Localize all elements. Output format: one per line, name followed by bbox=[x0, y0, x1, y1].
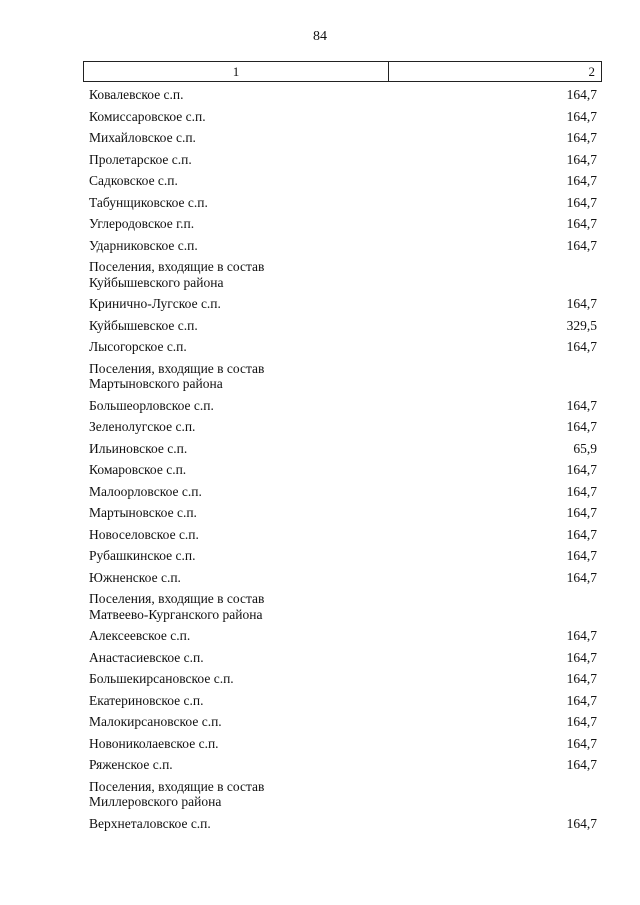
settlement-name: Южненское с.п. bbox=[89, 569, 181, 585]
table-row bbox=[89, 546, 597, 568]
settlement-value: 164,7 bbox=[566, 130, 597, 145]
settlement-value: 164,7 bbox=[566, 714, 597, 729]
settlement-name: Табунщиковское с.п. bbox=[89, 194, 208, 210]
table-row bbox=[89, 691, 597, 713]
table-row bbox=[89, 214, 597, 236]
group-heading: Поселения, входящие в состав Миллеровского района bbox=[89, 778, 265, 809]
table-row bbox=[89, 107, 597, 129]
table-header bbox=[83, 61, 602, 82]
table-row bbox=[89, 439, 597, 461]
group-heading: Поселения, входящие в состав Матвеево-Курганского района bbox=[89, 591, 265, 622]
settlement-name: Мартыновское с.п. bbox=[89, 505, 197, 520]
table-row bbox=[89, 482, 597, 504]
settlement-name: Куйбышевское с.п. bbox=[89, 317, 198, 333]
table-row bbox=[89, 503, 597, 525]
settlement-name: Комиссаровское с.п. bbox=[89, 108, 206, 124]
settlement-value: 164,7 bbox=[566, 628, 597, 643]
settlement-name: Верхнеталовское с.п. bbox=[89, 815, 211, 831]
table-row bbox=[89, 316, 597, 338]
settlement-value: 65,9 bbox=[573, 440, 597, 456]
table-row bbox=[89, 734, 597, 756]
settlement-value: 164,7 bbox=[566, 339, 597, 354]
group-heading-row bbox=[89, 257, 597, 294]
settlement-value: 164,7 bbox=[566, 671, 597, 686]
settlement-value: 329,5 bbox=[566, 317, 597, 333]
table-row bbox=[89, 626, 597, 648]
settlement-name: Большекирсановское с.п. bbox=[89, 671, 234, 686]
settlement-name: Ряженское с.п. bbox=[89, 757, 173, 772]
settlement-name: Малоорловское с.п. bbox=[89, 483, 202, 499]
settlement-name: Михайловское с.п. bbox=[89, 130, 196, 145]
table-row bbox=[89, 460, 597, 482]
table-row bbox=[89, 755, 597, 777]
settlement-value: 164,7 bbox=[566, 569, 597, 585]
table-row bbox=[89, 525, 597, 547]
settlement-value: 164,7 bbox=[566, 87, 597, 102]
group-heading-row bbox=[89, 359, 597, 396]
settlement-value: 164,7 bbox=[566, 397, 597, 413]
settlement-value: 164,7 bbox=[566, 815, 597, 831]
table-row bbox=[89, 396, 597, 418]
group-heading: Поселения, входящие в состав Мартыновского района bbox=[89, 360, 265, 391]
settlement-value: 164,7 bbox=[566, 237, 597, 253]
settlement-name: Кринично-Лугское с.п. bbox=[89, 296, 221, 311]
table-row bbox=[89, 337, 597, 359]
settlement-value: 164,7 bbox=[566, 419, 597, 434]
settlement-value: 164,7 bbox=[566, 735, 597, 751]
table-row bbox=[89, 648, 597, 670]
settlement-name: Малокирсановское с.п. bbox=[89, 714, 222, 729]
column-1-header: 1 bbox=[84, 62, 389, 81]
table-row bbox=[89, 294, 597, 316]
settlement-name: Лысогорское с.п. bbox=[89, 339, 187, 354]
table-row bbox=[89, 712, 597, 734]
table-row bbox=[89, 150, 597, 172]
table-row bbox=[89, 568, 597, 590]
settlement-value: 164,7 bbox=[566, 216, 597, 231]
group-heading-row bbox=[89, 777, 597, 814]
settlement-value: 164,7 bbox=[566, 151, 597, 167]
page-number: 84 bbox=[313, 29, 327, 44]
group-heading-row bbox=[89, 589, 597, 626]
settlement-value: 164,7 bbox=[566, 108, 597, 124]
settlement-name: Алексеевское с.п. bbox=[89, 628, 191, 643]
table-row bbox=[89, 85, 597, 107]
settlement-name: Новоселовское с.п. bbox=[89, 526, 199, 542]
table-row bbox=[89, 669, 597, 691]
settlement-name: Большеорловское с.п. bbox=[89, 397, 214, 413]
table-row bbox=[89, 236, 597, 258]
settlement-name: Ударниковское с.п. bbox=[89, 237, 198, 253]
table-row bbox=[89, 193, 597, 215]
settlement-name: Екатериновское с.п. bbox=[89, 692, 204, 708]
settlement-name: Комаровское с.п. bbox=[89, 462, 187, 477]
settlement-value: 164,7 bbox=[566, 526, 597, 542]
settlement-value: 164,7 bbox=[566, 462, 597, 477]
table-body bbox=[89, 85, 597, 835]
settlement-value: 164,7 bbox=[566, 173, 597, 188]
settlement-value: 164,7 bbox=[566, 505, 597, 520]
settlement-value: 164,7 bbox=[566, 649, 597, 665]
settlement-value: 164,7 bbox=[566, 757, 597, 772]
table-row bbox=[89, 814, 597, 836]
settlement-name: Ильиновское с.п. bbox=[89, 440, 188, 456]
settlement-name: Ковалевское с.п. bbox=[89, 87, 184, 102]
settlement-value: 164,7 bbox=[566, 692, 597, 708]
settlement-name: Новониколаевское с.п. bbox=[89, 735, 219, 751]
settlement-name: Пролетарское с.п. bbox=[89, 151, 192, 167]
settlement-name: Углеродовское г.п. bbox=[89, 216, 195, 231]
settlement-value: 164,7 bbox=[566, 296, 597, 311]
table-row bbox=[89, 417, 597, 439]
settlement-value: 164,7 bbox=[566, 194, 597, 210]
settlement-name: Рубашкинское с.п. bbox=[89, 548, 196, 563]
table-row bbox=[89, 171, 597, 193]
settlement-name: Анастасиевское с.п. bbox=[89, 649, 204, 665]
settlement-value: 164,7 bbox=[566, 548, 597, 563]
settlement-name: Зеленолугское с.п. bbox=[89, 419, 196, 434]
settlement-value: 164,7 bbox=[566, 483, 597, 499]
table-row bbox=[89, 128, 597, 150]
column-2-header: 2 bbox=[588, 64, 595, 79]
settlement-name: Садковское с.п. bbox=[89, 173, 178, 188]
group-heading: Поселения, входящие в состав Куйбышевского района bbox=[89, 259, 265, 290]
